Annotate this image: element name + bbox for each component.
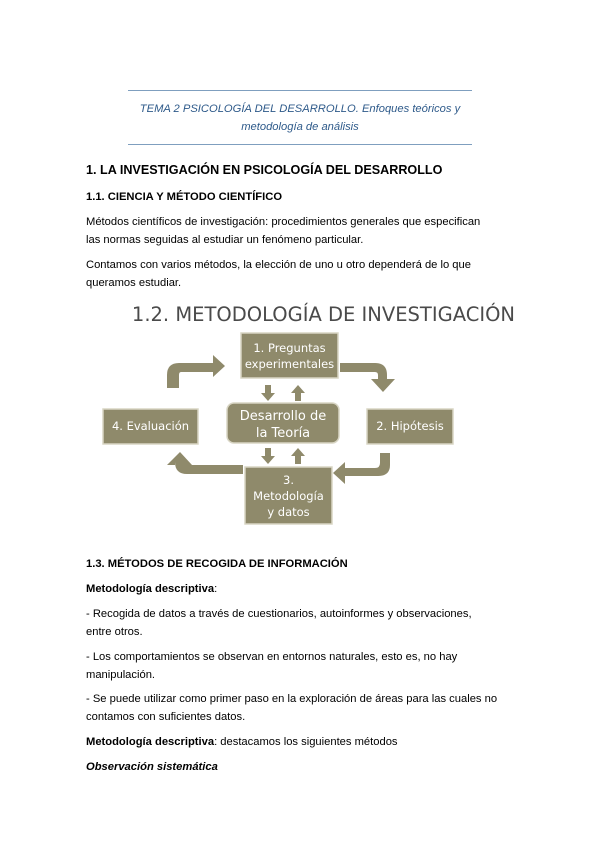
arrow-up-icon <box>291 448 305 464</box>
label-suffix: : <box>214 583 218 595</box>
paragraph <box>86 734 526 752</box>
box-evaluation-label: 4. Evaluación <box>111 419 190 433</box>
paragraph <box>86 257 526 292</box>
bold-label: Metodología descriptiva <box>86 736 215 748</box>
header-line-2: metodología de análisis <box>241 121 359 133</box>
bullet-line: - Recogida de datos a través de cuestionarios, autoinformes y observaciones, <box>86 608 472 620</box>
box-methodology-label: Metodología <box>253 489 324 503</box>
box-questions-label: 1. Preguntas <box>253 341 326 355</box>
arrow-up-icon <box>291 385 305 401</box>
paragraph <box>86 759 526 777</box>
header-rule-bottom <box>128 144 472 145</box>
subsection-heading: 1.1. CIENCIA Y MÉTODO CIENTÍFICO <box>86 191 283 203</box>
bullet-item <box>86 606 526 641</box>
section-heading: 1. LA INVESTIGACIÓN EN PSICOLOGÍA DEL DESARROLLO <box>86 163 443 177</box>
bullet-line: contamos con suficientes datos. <box>86 710 246 723</box>
box-methodology-label: 3. <box>283 473 294 487</box>
arrow-down-icon <box>261 385 275 401</box>
arrow-questions-to-hypothesis <box>340 363 395 392</box>
paragraph <box>86 581 526 599</box>
bullet-line: manipulación. <box>86 668 156 681</box>
arrow-hypothesis-to-methodology <box>333 453 390 484</box>
paragraph-line: queramos estudiar. <box>86 276 182 289</box>
paragraph-line: las normas seguidas al estudiar un fenómeno particular. <box>86 233 364 246</box>
box-hypothesis-label: 2. Hipótesis <box>376 419 444 433</box>
paragraph-line: Contamos con varios métodos, la elección de uno u otro dependerá de lo que <box>86 259 471 271</box>
box-methodology-label: y datos <box>267 505 310 519</box>
paragraph <box>86 214 526 249</box>
bold-italic-label: Observación sistemática <box>86 761 218 773</box>
box-questions-label: experimentales <box>244 357 335 371</box>
bullet-line: - Se puede utilizar como primer paso en la exploración de áreas para las cuales no <box>86 693 498 705</box>
diagram-title: 1.2. METODOLOGÍA DE INVESTIGACIÓN <box>131 303 515 326</box>
bullet-item <box>86 691 526 726</box>
bold-label: Metodología descriptiva <box>86 583 215 595</box>
header-rule-top <box>128 90 472 91</box>
header-line-1: TEMA 2 PSICOLOGÍA DEL DESARROLLO. Enfoques teóricos y <box>139 103 461 115</box>
bullet-item <box>86 649 526 684</box>
bullet-line: entre otros. <box>86 625 143 638</box>
label-suffix: : destacamos los siguientes métodos <box>214 736 398 748</box>
bullet-line: - Los comportamientos se observan en entornos naturales, esto es, no hay <box>86 651 458 663</box>
subsection-heading: 1.3. MÉTODOS DE RECOGIDA DE INFORMACIÓN <box>86 558 348 570</box>
box-theory-label: Desarrollo de <box>239 409 327 424</box>
box-theory-label: la Teoría <box>255 426 311 441</box>
arrow-methodology-to-evaluation <box>167 452 243 474</box>
arrow-down-icon <box>261 448 275 464</box>
paragraph-line: Métodos científicos de investigación: procedimientos generales que especifican <box>86 216 481 228</box>
methodology-diagram <box>95 295 520 530</box>
box-questions <box>241 333 338 378</box>
arrow-evaluation-to-questions <box>167 355 225 388</box>
document-header <box>100 100 500 136</box>
